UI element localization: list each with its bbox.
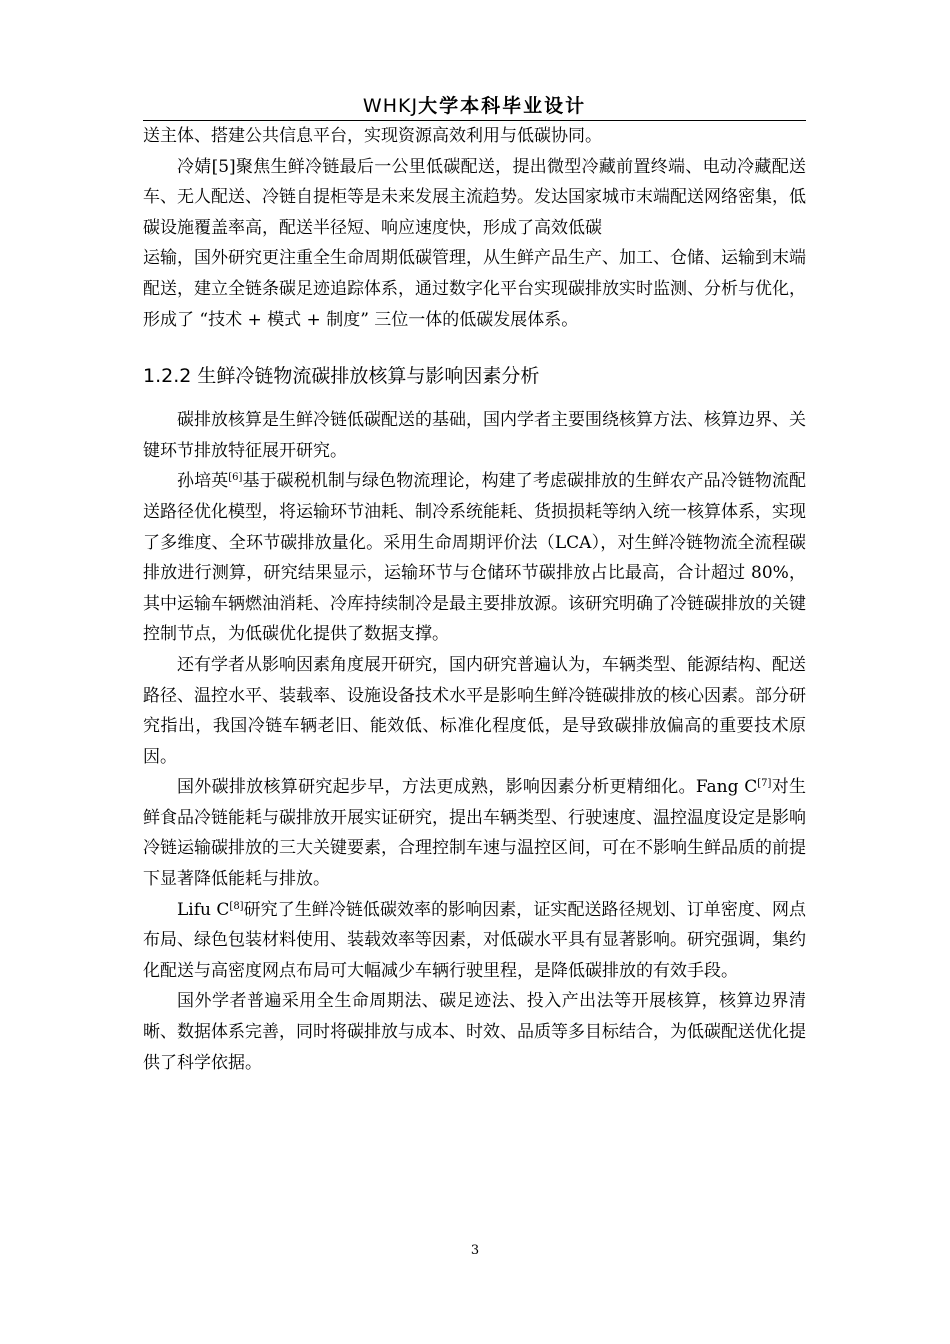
section-heading: 1.2.2 生鲜冷链物流碳排放核算与影响因素分析 — [143, 365, 540, 388]
paragraph-text: 研究了生鲜冷链低碳效率的影响因素，证实配送路径规划、订单密度、网点布局、绿色包装材料使用、装载效率等因素，对低碳水平具有显著影响。研究强调，集约化配送与高密度网点布局可大幅减少车辆行驶里程，是降低碳排放的有效手段。 — [143, 899, 806, 981]
citation-ref: [6] — [228, 472, 243, 484]
citation-ref: [7] — [757, 778, 772, 790]
author-name: Lifu C — [177, 899, 230, 920]
page-number: 3 — [470, 1243, 480, 1258]
paragraph-foreign-methods: 国外学者普遍采用全生命周期法、碳足迹法、投入产出法等开展核算，核算边界清晰、数据体系完善，同时将碳排放与成本、时效、品质等多目标结合，为低碳配送优化提供了科学依据。 — [143, 991, 806, 1073]
header-title: 大学本科毕业设计 — [418, 95, 587, 117]
paragraph-text: 基于碳税机制与绿色物流理论，构建了考虑碳排放的生鲜农产品冷链物流配送路径优化模型，将运输环节油耗、制冷系统能耗、货损损耗等纳入统一核算体系，实现了多维度、全环节碳排放量化。采用生命周期评价法（LCA），对生鲜冷链物流全流程碳排放进行测算，研究结果显示，运输环节与仓储环节碳排放占比最高，合计超过 80%，其中运输车辆燃油消耗、冷库持续制冷是最主要排放源。该研究明确了冷链碳排放的关键控制节点，为低碳优化提供了数据支撑。 — [143, 471, 807, 645]
paragraph-lengjing: 冷婧[5]聚焦生鲜冷链最后一公里低碳配送，提出微型冷藏前置终端、电动冷藏配送车、无人配送、冷链自提柜等是未来发展主流趋势。发达国家城市末端配送网络密集，低碳设施覆盖率高，配送半径短、响应速度快，形成了高效低碳 — [143, 156, 806, 238]
author-name: 孙培英 — [177, 471, 229, 492]
paragraph-fang-c — [143, 772, 806, 894]
header-prefix: WHKJ — [362, 95, 419, 117]
paragraph-continuation: 送主体、搭建公共信息平台，实现资源高效利用与低碳协同。 — [143, 126, 602, 146]
citation-ref: [8] — [229, 900, 244, 912]
paragraph-lead: 国外碳排放核算研究起步早，方法更成熟，影响因素分析更精细化。Fang C — [177, 777, 758, 798]
page-header — [143, 94, 806, 121]
paragraph-accounting-intro: 碳排放核算是生鲜冷链低碳配送的基础，国内学者主要围绕核算方法、核算边界、关键环节排放特征展开研究。 — [143, 410, 806, 461]
paragraph-foreign-lowcarbon: 运输，国外研究更注重全生命周期低碳管理，从生鲜产品生产、加工、仓储、运输到末端配送，建立全链条碳足迹追踪体系，通过数字化平台实现碳排放实时监测、分析与优化，形成了 “技术 + 模式 + 制度” 三位一体的低碳发展体系。 — [143, 248, 806, 330]
paragraph-text: 对生鲜食品冷链能耗与碳排放开展实证研究，提出车辆类型、行驶速度、温控温度设定是影响冷链运输碳排放的三大关键要素，合理控制车速与温控区间，可在不影响生鲜品质的前提下显著降低能耗与排放。 — [143, 777, 806, 890]
paragraph-influencing-factors: 还有学者从影响因素角度展开研究，国内研究普遍认为，车辆类型、能源结构、配送路径、温控水平、装载率、设施设备技术水平是影响生鲜冷链碳排放的核心因素。部分研究指出，我国冷链车辆老旧、能效低、标准化程度低，是导致碳排放偏高的重要技术原因。 — [143, 654, 806, 767]
paragraph-lifu-c — [143, 895, 806, 987]
paragraph-sun-peiying — [143, 466, 806, 650]
document-body — [143, 121, 806, 1078]
